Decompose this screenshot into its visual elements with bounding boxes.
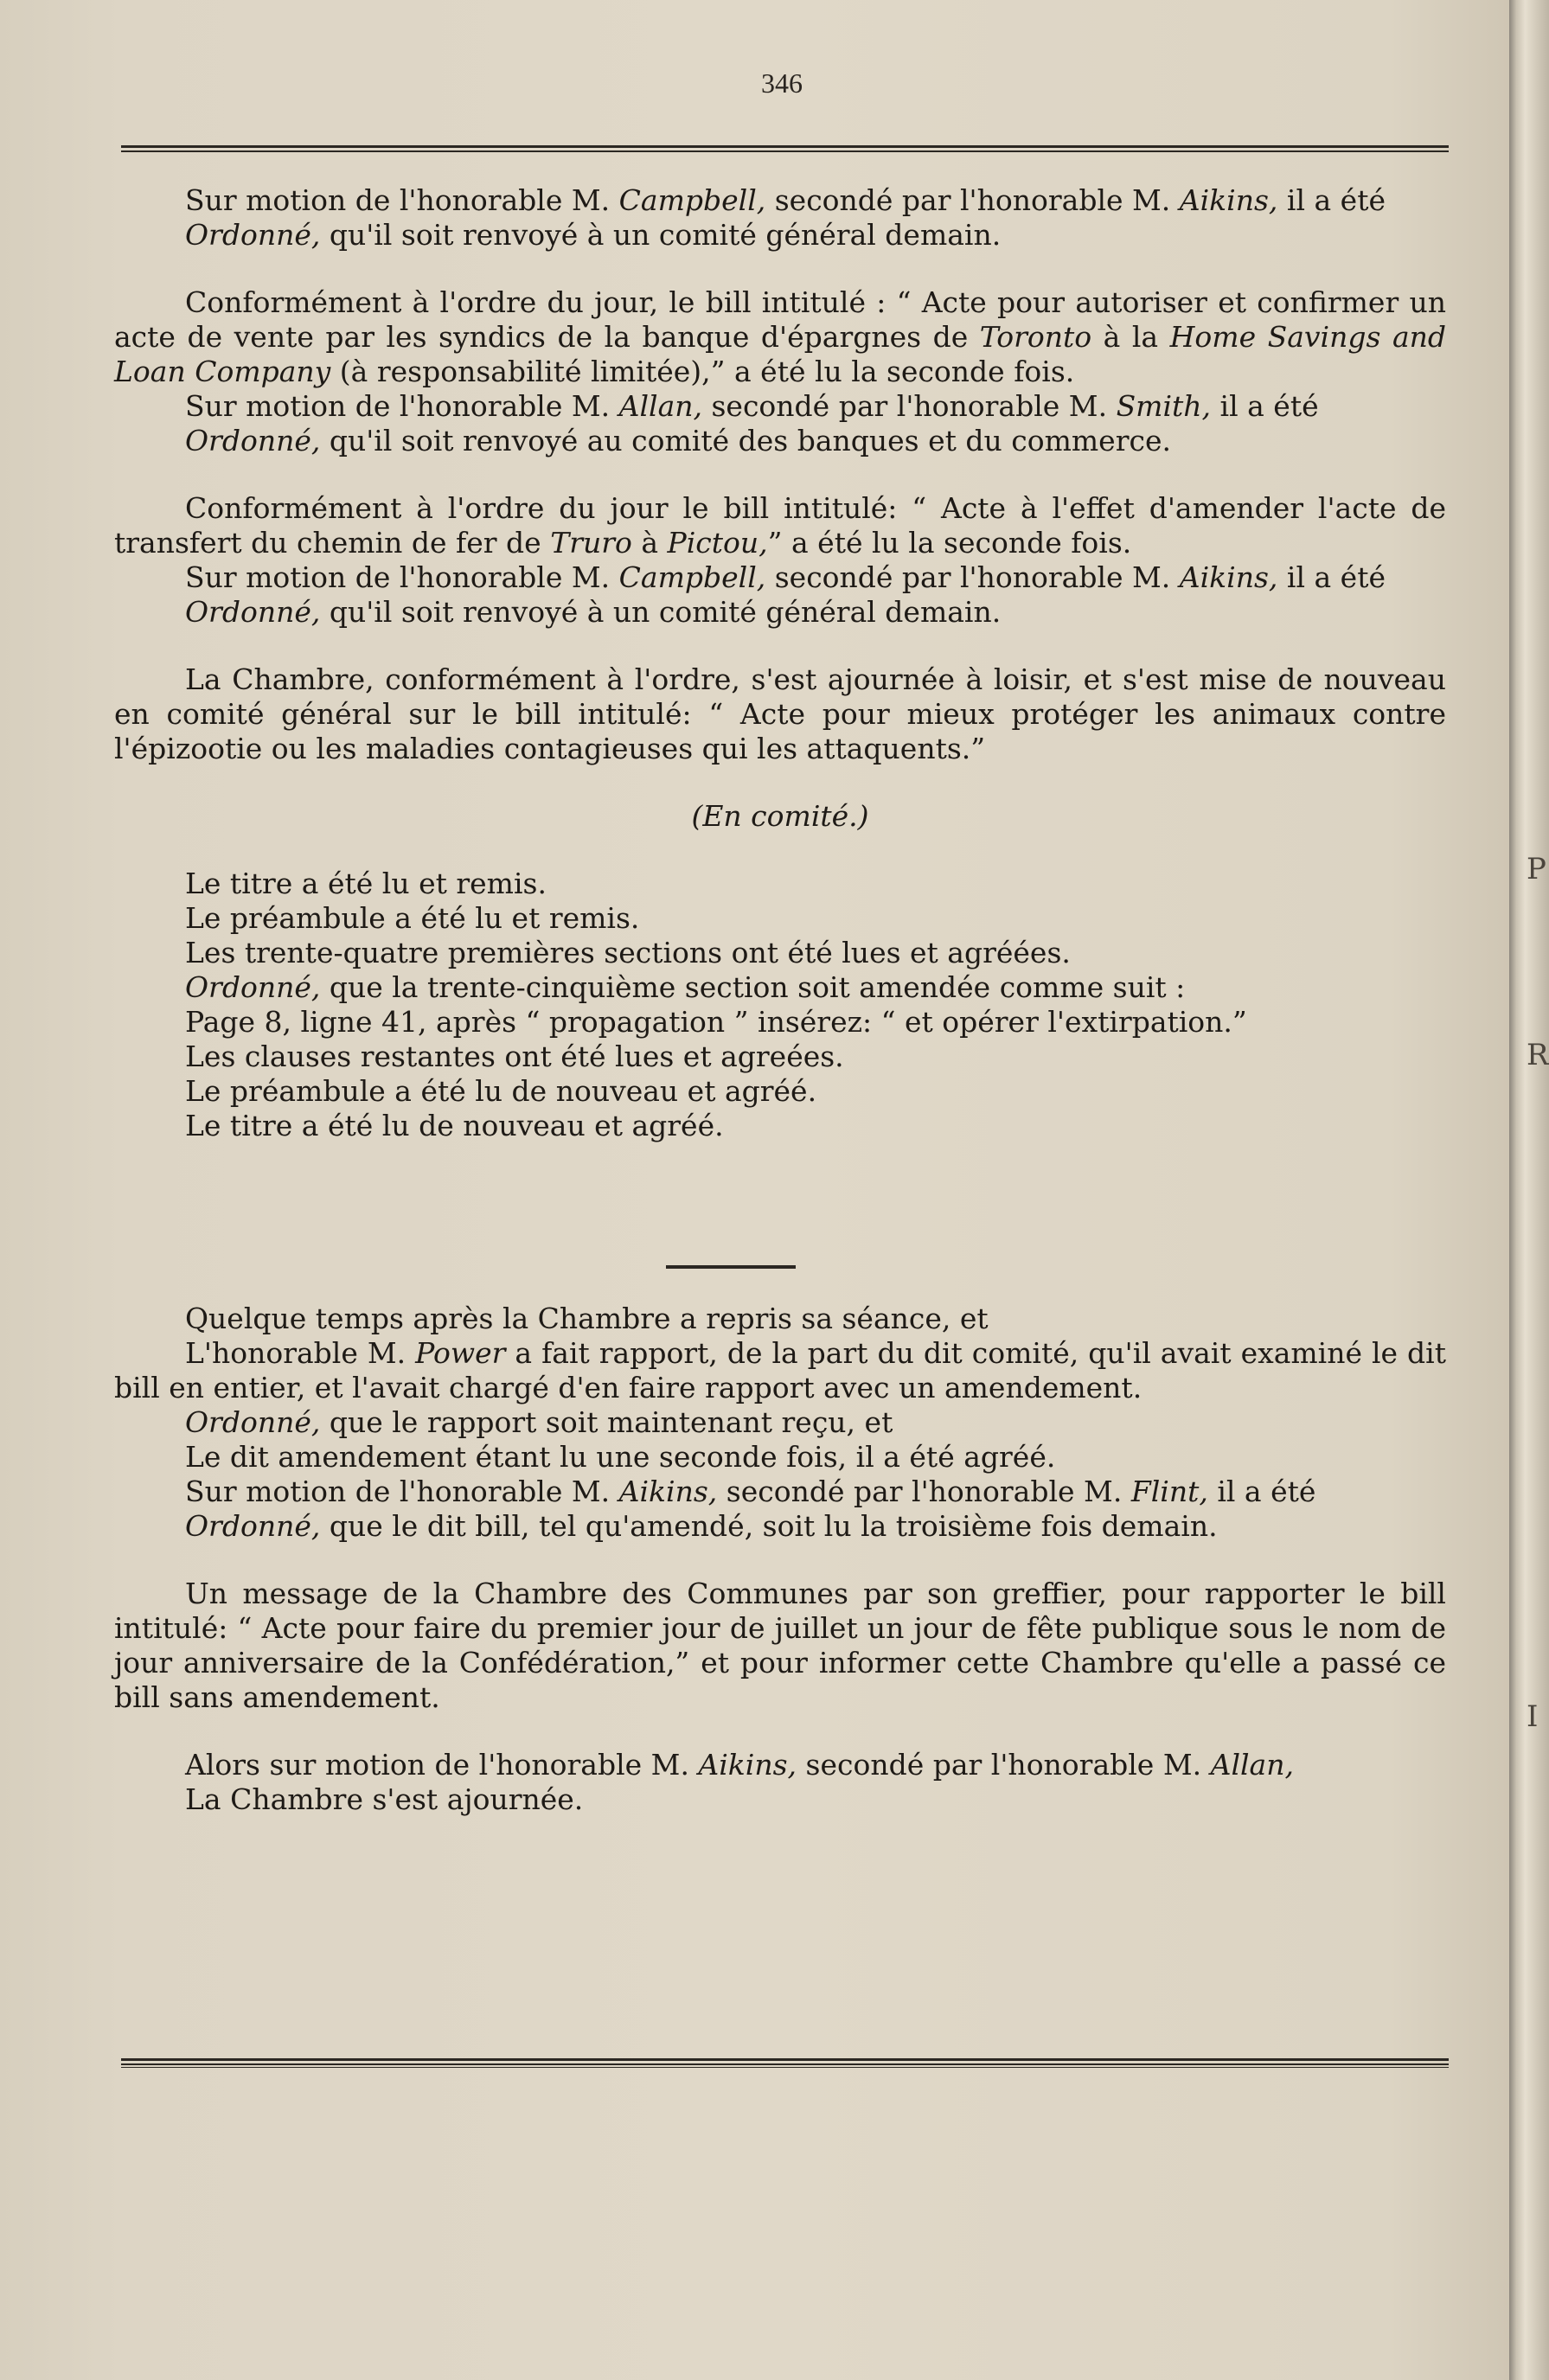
page-number: 346 bbox=[761, 67, 803, 99]
section-divider bbox=[666, 1265, 796, 1269]
paragraph-bill-truro: Conformément à l'ordre du jour le bill intitulé: “ Acte à l'effet d'amender l'acte de transfert du chemin de fer de Truro à Pictou,” a été lu la seconde fois. bbox=[114, 491, 1446, 560]
edge-mark: R bbox=[1527, 1038, 1549, 1072]
committee-line: Les clauses restantes ont été lues et agreées. bbox=[185, 1040, 844, 1073]
paragraph-epizootie: La Chambre, conformément à l'ordre, s'est ajournée à loisir, et s'est mise de nouveau en comité général sur le bill intitulé: “ Acte pour mieux protéger les animaux contre l'épizootie ou les maladies contagieuses qui les attaquents.” bbox=[114, 662, 1446, 765]
paragraph-adjournment: Alors sur motion de l'honorable M. Aikins, secondé par l'honorable M. Allan, La Chambre s'est ajournée. bbox=[185, 1748, 1294, 1816]
text-block-1 bbox=[114, 183, 1446, 1143]
report-line: Ordonné, que le rapport soit maintenant reçu, et bbox=[185, 1405, 893, 1439]
edge-mark: P bbox=[1527, 852, 1546, 886]
committee-line: Le titre a été lu de nouveau et agréé. bbox=[185, 1109, 724, 1142]
paragraph-motion-2: Sur motion de l'honorable M. Allan, secondé par l'honorable M. Smith, il a été Ordonné, qu'il soit renvoyé au comité des banques et du commerce. bbox=[185, 389, 1319, 457]
committee-line: Les trente-quatre premières sections ont été lues et agréées. bbox=[185, 936, 1071, 969]
committee-line: Ordonné, que la trente-cinquième section soit amendée comme suit : bbox=[185, 970, 1186, 1004]
report-line: Quelque temps après la Chambre a repris sa séance, et bbox=[185, 1302, 989, 1335]
report-line: Sur motion de l'honorable M. Aikins, secondé par l'honorable M. Flint, il a été Ordonné, que le dit bill, tel qu'amendé, soit lu la troisième fois demain. bbox=[185, 1475, 1316, 1543]
report-paragraph: L'honorable M. Power a fait rapport, de la part du dit comité, qu'il avait examiné le dit bill en entier, et l'avait chargé d'en faire rapport avec un amendement. bbox=[114, 1336, 1446, 1404]
en-comite-heading: (En comité.) bbox=[691, 799, 869, 833]
header-rule bbox=[121, 145, 1449, 152]
committee-line: Page 8, ligne 41, après “ propagation ” insérez: “ et opérer l'extirpation.” bbox=[185, 1005, 1247, 1039]
page-edge bbox=[1509, 0, 1549, 2380]
committee-list bbox=[114, 867, 1446, 1143]
committee-line: Le préambule a été lu et remis. bbox=[185, 901, 640, 935]
footer-rule bbox=[121, 2058, 1449, 2068]
committee-line: Le titre a été lu et remis. bbox=[185, 867, 547, 900]
paragraph-bill-toronto: Conformément à l'ordre du jour, le bill intitulé : “ Acte pour autoriser et confirmer un acte de vente par les syndics de la banque d'épargnes de Toronto à la Home Savings and Loan Company (à responsabilité limitée),” a été lu la seconde fois. bbox=[114, 285, 1446, 388]
report-line: Le dit amendement étant lu une seconde fois, il a été agréé. bbox=[185, 1440, 1056, 1474]
paragraph-message-communes: Un message de la Chambre des Communes par son greffier, pour rapporter le bill intitulé: “ Acte pour faire du premier jour de juillet un jour de fête publique sous le nom de jour anniversaire de la Confédération,” et pour informer cette Chambre qu'elle a passé ce bill sans amendement. bbox=[114, 1577, 1446, 1714]
text-block-2 bbox=[114, 1302, 1446, 1817]
edge-mark: I bbox=[1527, 1699, 1539, 1734]
paragraph-motion-3: Sur motion de l'honorable M. Campbell, secondé par l'honorable M. Aikins, il a été Ordonné, qu'il soit renvoyé à un comité général demain. bbox=[185, 560, 1386, 629]
paragraph-motion-1: Sur motion de l'honorable M. Campbell, secondé par l'honorable M. Aikins, il a été Ordonné, qu'il soit renvoyé à un comité général demain. bbox=[185, 183, 1386, 252]
committee-line: Le préambule a été lu de nouveau et agréé. bbox=[185, 1074, 817, 1108]
